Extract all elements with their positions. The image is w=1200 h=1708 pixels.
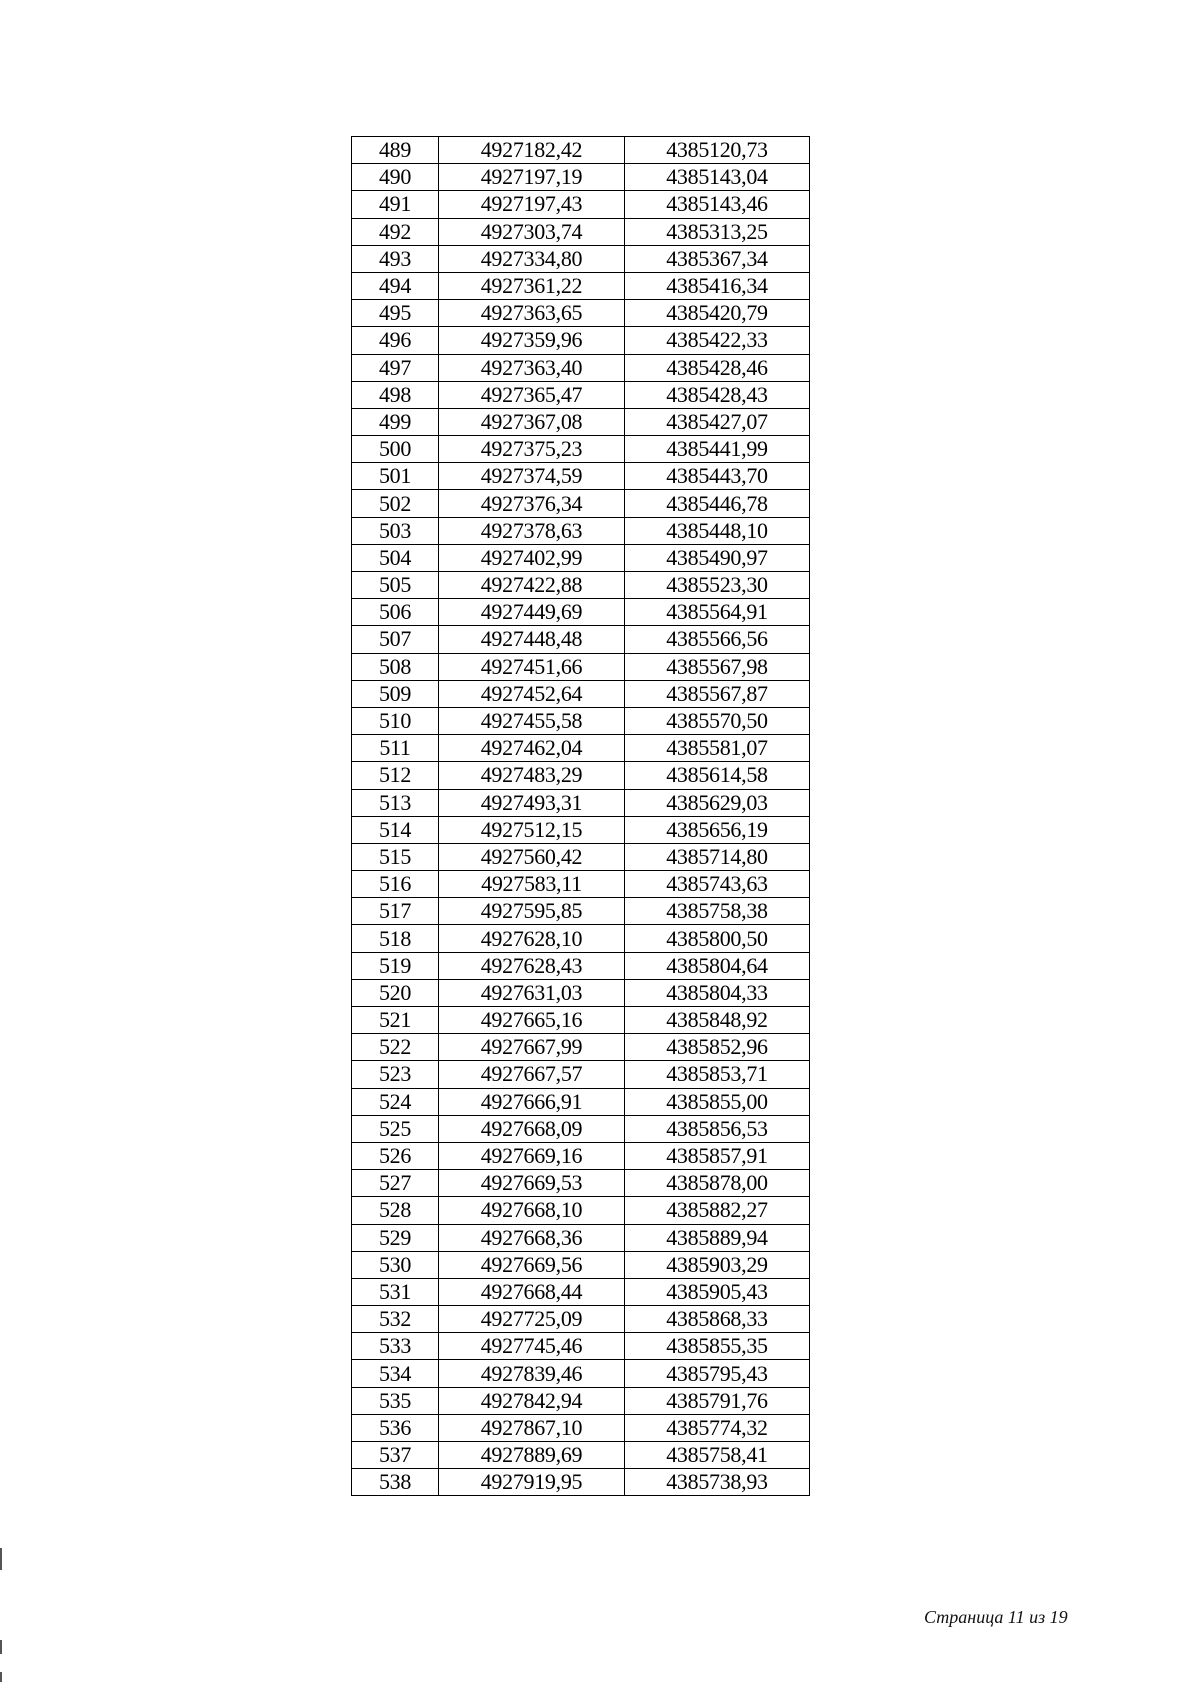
x-coordinate-cell: 4927448,48 xyxy=(439,626,625,653)
point-number-cell: 527 xyxy=(352,1170,439,1197)
table-row xyxy=(352,1469,810,1496)
point-number-cell: 510 xyxy=(352,707,439,734)
y-coordinate-cell: 4385629,03 xyxy=(625,789,810,816)
point-number-cell: 500 xyxy=(352,436,439,463)
table-row xyxy=(352,164,810,191)
y-coordinate-cell: 4385852,96 xyxy=(625,1034,810,1061)
y-coordinate-cell: 4385903,29 xyxy=(625,1251,810,1278)
table-row xyxy=(352,381,810,408)
x-coordinate-cell: 4927303,74 xyxy=(439,218,625,245)
table-row xyxy=(352,1142,810,1169)
table-row xyxy=(352,1333,810,1360)
point-number-cell: 497 xyxy=(352,354,439,381)
point-number-cell: 522 xyxy=(352,1034,439,1061)
x-coordinate-cell: 4927668,09 xyxy=(439,1115,625,1142)
table-row xyxy=(352,599,810,626)
table-row xyxy=(352,1115,810,1142)
point-number-cell: 520 xyxy=(352,979,439,1006)
table-row xyxy=(352,925,810,952)
x-coordinate-cell: 4927361,22 xyxy=(439,272,625,299)
x-coordinate-cell: 4927197,19 xyxy=(439,164,625,191)
point-number-cell: 511 xyxy=(352,735,439,762)
point-number-cell: 506 xyxy=(352,599,439,626)
table-row xyxy=(352,871,810,898)
y-coordinate-cell: 4385855,00 xyxy=(625,1088,810,1115)
point-number-cell: 505 xyxy=(352,572,439,599)
y-coordinate-cell: 4385714,80 xyxy=(625,843,810,870)
table-row xyxy=(352,653,810,680)
table-row xyxy=(352,1170,810,1197)
table-row xyxy=(352,789,810,816)
table-row xyxy=(352,1007,810,1034)
table-row xyxy=(352,626,810,653)
point-number-cell: 516 xyxy=(352,871,439,898)
table-row xyxy=(352,245,810,272)
x-coordinate-cell: 4927745,46 xyxy=(439,1333,625,1360)
point-number-cell: 499 xyxy=(352,408,439,435)
table-row xyxy=(352,354,810,381)
point-number-cell: 512 xyxy=(352,762,439,789)
y-coordinate-cell: 4385313,25 xyxy=(625,218,810,245)
x-coordinate-cell: 4927374,59 xyxy=(439,463,625,490)
point-number-cell: 535 xyxy=(352,1387,439,1414)
table-row xyxy=(352,463,810,490)
y-coordinate-cell: 4385857,91 xyxy=(625,1142,810,1169)
y-coordinate-cell: 4385878,00 xyxy=(625,1170,810,1197)
table-row xyxy=(352,544,810,571)
table-row xyxy=(352,572,810,599)
point-number-cell: 490 xyxy=(352,164,439,191)
y-coordinate-cell: 4385581,07 xyxy=(625,735,810,762)
point-number-cell: 508 xyxy=(352,653,439,680)
table-row xyxy=(352,1442,810,1469)
table-row xyxy=(352,517,810,544)
y-coordinate-cell: 4385853,71 xyxy=(625,1061,810,1088)
x-coordinate-cell: 4927449,69 xyxy=(439,599,625,626)
x-coordinate-cell: 4927182,42 xyxy=(439,137,625,164)
x-coordinate-cell: 4927628,10 xyxy=(439,925,625,952)
point-number-cell: 526 xyxy=(352,1142,439,1169)
point-number-cell: 529 xyxy=(352,1224,439,1251)
point-number-cell: 507 xyxy=(352,626,439,653)
y-coordinate-cell: 4385795,43 xyxy=(625,1360,810,1387)
y-coordinate-cell: 4385743,63 xyxy=(625,871,810,898)
table-row xyxy=(352,816,810,843)
y-coordinate-cell: 4385614,58 xyxy=(625,762,810,789)
table-row xyxy=(352,218,810,245)
y-coordinate-cell: 4385774,32 xyxy=(625,1414,810,1441)
x-coordinate-cell: 4927842,94 xyxy=(439,1387,625,1414)
x-coordinate-cell: 4927197,43 xyxy=(439,191,625,218)
y-coordinate-cell: 4385567,87 xyxy=(625,680,810,707)
x-coordinate-cell: 4927493,31 xyxy=(439,789,625,816)
y-coordinate-cell: 4385428,43 xyxy=(625,381,810,408)
x-coordinate-cell: 4927375,23 xyxy=(439,436,625,463)
scan-edge-mark xyxy=(0,1672,2,1682)
x-coordinate-cell: 4927376,34 xyxy=(439,490,625,517)
point-number-cell: 536 xyxy=(352,1414,439,1441)
point-number-cell: 493 xyxy=(352,245,439,272)
y-coordinate-cell: 4385523,30 xyxy=(625,572,810,599)
point-number-cell: 495 xyxy=(352,300,439,327)
y-coordinate-cell: 4385143,04 xyxy=(625,164,810,191)
point-number-cell: 519 xyxy=(352,952,439,979)
table-row xyxy=(352,1224,810,1251)
table-row xyxy=(352,1414,810,1441)
table-row xyxy=(352,327,810,354)
x-coordinate-cell: 4927422,88 xyxy=(439,572,625,599)
y-coordinate-cell: 4385758,41 xyxy=(625,1442,810,1469)
table-row xyxy=(352,1251,810,1278)
x-coordinate-cell: 4927483,29 xyxy=(439,762,625,789)
table-row xyxy=(352,408,810,435)
x-coordinate-cell: 4927451,66 xyxy=(439,653,625,680)
x-coordinate-cell: 4927867,10 xyxy=(439,1414,625,1441)
y-coordinate-cell: 4385738,93 xyxy=(625,1469,810,1496)
y-coordinate-cell: 4385422,33 xyxy=(625,327,810,354)
table-row xyxy=(352,1387,810,1414)
table-row xyxy=(352,735,810,762)
table-row xyxy=(352,1278,810,1305)
y-coordinate-cell: 4385656,19 xyxy=(625,816,810,843)
x-coordinate-cell: 4927667,99 xyxy=(439,1034,625,1061)
point-number-cell: 521 xyxy=(352,1007,439,1034)
y-coordinate-cell: 4385905,43 xyxy=(625,1278,810,1305)
y-coordinate-cell: 4385856,53 xyxy=(625,1115,810,1142)
x-coordinate-cell: 4927455,58 xyxy=(439,707,625,734)
point-number-cell: 525 xyxy=(352,1115,439,1142)
table-row xyxy=(352,1088,810,1115)
scan-edge-mark xyxy=(0,1640,2,1654)
point-number-cell: 492 xyxy=(352,218,439,245)
y-coordinate-cell: 4385564,91 xyxy=(625,599,810,626)
x-coordinate-cell: 4927668,44 xyxy=(439,1278,625,1305)
point-number-cell: 513 xyxy=(352,789,439,816)
coordinates-table-body xyxy=(352,137,810,1496)
x-coordinate-cell: 4927628,43 xyxy=(439,952,625,979)
table-row xyxy=(352,898,810,925)
table-row xyxy=(352,490,810,517)
table-row xyxy=(352,137,810,164)
y-coordinate-cell: 4385443,70 xyxy=(625,463,810,490)
x-coordinate-cell: 4927595,85 xyxy=(439,898,625,925)
x-coordinate-cell: 4927452,64 xyxy=(439,680,625,707)
table-row xyxy=(352,300,810,327)
x-coordinate-cell: 4927839,46 xyxy=(439,1360,625,1387)
x-coordinate-cell: 4927378,63 xyxy=(439,517,625,544)
x-coordinate-cell: 4927402,99 xyxy=(439,544,625,571)
table-row xyxy=(352,952,810,979)
table-row xyxy=(352,272,810,299)
y-coordinate-cell: 4385367,34 xyxy=(625,245,810,272)
x-coordinate-cell: 4927725,09 xyxy=(439,1306,625,1333)
x-coordinate-cell: 4927512,15 xyxy=(439,816,625,843)
x-coordinate-cell: 4927363,40 xyxy=(439,354,625,381)
point-number-cell: 524 xyxy=(352,1088,439,1115)
table-row xyxy=(352,762,810,789)
point-number-cell: 523 xyxy=(352,1061,439,1088)
y-coordinate-cell: 4385428,46 xyxy=(625,354,810,381)
point-number-cell: 517 xyxy=(352,898,439,925)
y-coordinate-cell: 4385427,07 xyxy=(625,408,810,435)
y-coordinate-cell: 4385420,79 xyxy=(625,300,810,327)
point-number-cell: 518 xyxy=(352,925,439,952)
x-coordinate-cell: 4927560,42 xyxy=(439,843,625,870)
x-coordinate-cell: 4927631,03 xyxy=(439,979,625,1006)
y-coordinate-cell: 4385570,50 xyxy=(625,707,810,734)
x-coordinate-cell: 4927365,47 xyxy=(439,381,625,408)
x-coordinate-cell: 4927462,04 xyxy=(439,735,625,762)
point-number-cell: 509 xyxy=(352,680,439,707)
y-coordinate-cell: 4385804,64 xyxy=(625,952,810,979)
y-coordinate-cell: 4385889,94 xyxy=(625,1224,810,1251)
point-number-cell: 530 xyxy=(352,1251,439,1278)
x-coordinate-cell: 4927668,36 xyxy=(439,1224,625,1251)
y-coordinate-cell: 4385855,35 xyxy=(625,1333,810,1360)
y-coordinate-cell: 4385868,33 xyxy=(625,1306,810,1333)
y-coordinate-cell: 4385800,50 xyxy=(625,925,810,952)
table-row xyxy=(352,843,810,870)
point-number-cell: 502 xyxy=(352,490,439,517)
point-number-cell: 491 xyxy=(352,191,439,218)
y-coordinate-cell: 4385567,98 xyxy=(625,653,810,680)
y-coordinate-cell: 4385566,56 xyxy=(625,626,810,653)
table-row xyxy=(352,1197,810,1224)
x-coordinate-cell: 4927669,53 xyxy=(439,1170,625,1197)
x-coordinate-cell: 4927667,57 xyxy=(439,1061,625,1088)
table-row xyxy=(352,979,810,1006)
y-coordinate-cell: 4385120,73 xyxy=(625,137,810,164)
y-coordinate-cell: 4385804,33 xyxy=(625,979,810,1006)
point-number-cell: 489 xyxy=(352,137,439,164)
point-number-cell: 538 xyxy=(352,1469,439,1496)
point-number-cell: 534 xyxy=(352,1360,439,1387)
y-coordinate-cell: 4385448,10 xyxy=(625,517,810,544)
x-coordinate-cell: 4927665,16 xyxy=(439,1007,625,1034)
y-coordinate-cell: 4385490,97 xyxy=(625,544,810,571)
point-number-cell: 503 xyxy=(352,517,439,544)
x-coordinate-cell: 4927919,95 xyxy=(439,1469,625,1496)
x-coordinate-cell: 4927583,11 xyxy=(439,871,625,898)
point-number-cell: 533 xyxy=(352,1333,439,1360)
y-coordinate-cell: 4385758,38 xyxy=(625,898,810,925)
point-number-cell: 504 xyxy=(352,544,439,571)
table-row xyxy=(352,191,810,218)
point-number-cell: 537 xyxy=(352,1442,439,1469)
x-coordinate-cell: 4927668,10 xyxy=(439,1197,625,1224)
x-coordinate-cell: 4927363,65 xyxy=(439,300,625,327)
point-number-cell: 528 xyxy=(352,1197,439,1224)
table-row xyxy=(352,1360,810,1387)
y-coordinate-cell: 4385416,34 xyxy=(625,272,810,299)
y-coordinate-cell: 4385848,92 xyxy=(625,1007,810,1034)
x-coordinate-cell: 4927669,56 xyxy=(439,1251,625,1278)
point-number-cell: 501 xyxy=(352,463,439,490)
x-coordinate-cell: 4927669,16 xyxy=(439,1142,625,1169)
point-number-cell: 531 xyxy=(352,1278,439,1305)
point-number-cell: 532 xyxy=(352,1306,439,1333)
table-row xyxy=(352,1306,810,1333)
y-coordinate-cell: 4385882,27 xyxy=(625,1197,810,1224)
scan-edge-mark xyxy=(0,1548,2,1570)
point-number-cell: 515 xyxy=(352,843,439,870)
point-number-cell: 494 xyxy=(352,272,439,299)
table-row xyxy=(352,1061,810,1088)
table-row xyxy=(352,436,810,463)
page-number-footer: Страница 11 из 19 xyxy=(924,1607,1068,1627)
table-row xyxy=(352,707,810,734)
x-coordinate-cell: 4927367,08 xyxy=(439,408,625,435)
x-coordinate-cell: 4927359,96 xyxy=(439,327,625,354)
table-row xyxy=(352,680,810,707)
point-number-cell: 498 xyxy=(352,381,439,408)
x-coordinate-cell: 4927334,80 xyxy=(439,245,625,272)
point-number-cell: 514 xyxy=(352,816,439,843)
x-coordinate-cell: 4927666,91 xyxy=(439,1088,625,1115)
x-coordinate-cell: 4927889,69 xyxy=(439,1442,625,1469)
y-coordinate-cell: 4385791,76 xyxy=(625,1387,810,1414)
y-coordinate-cell: 4385446,78 xyxy=(625,490,810,517)
point-number-cell: 496 xyxy=(352,327,439,354)
y-coordinate-cell: 4385143,46 xyxy=(625,191,810,218)
y-coordinate-cell: 4385441,99 xyxy=(625,436,810,463)
coordinates-table xyxy=(351,136,810,1496)
table-row xyxy=(352,1034,810,1061)
